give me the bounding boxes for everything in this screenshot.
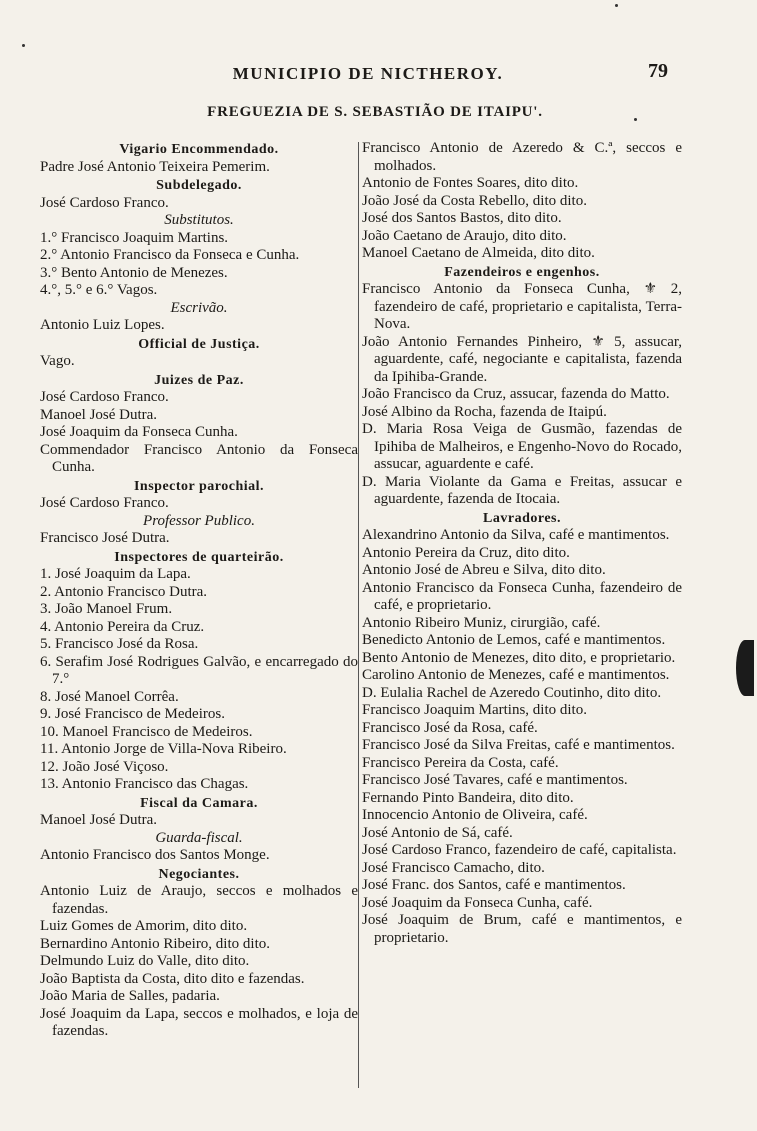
right-entry-line: João Francisco da Cruz, assucar, fazenda do Matto. xyxy=(362,386,670,402)
right-entry-line: José Albino da Rocha, fazenda de Itaipú. xyxy=(362,403,607,420)
right-entry-line: Antonio José de Abreu e Silva, dito dito. xyxy=(362,562,606,578)
right-entry-line: Antonio de Fontes Soares, dito dito. xyxy=(362,175,579,191)
left-entry-line: 3. João Manoel Frum. xyxy=(40,601,173,617)
left-entry-line: Antonio Luiz de Araujo, seccos e molhados e fazendas. xyxy=(40,883,358,917)
right-entry-line: D. Maria Violante da Gama e Freitas, assucar e aguardente, fazenda de Itocaia. xyxy=(362,473,682,507)
right-entry-line: Francisco José Tavares, café e mantimentos. xyxy=(362,772,628,788)
left-entry-line: 13. Antonio Francisco das Chagas. xyxy=(40,776,249,792)
left-entry-line: Antonio Luiz Lopes. xyxy=(40,317,165,333)
left-entry-line: 6. Serafim José Rodrigues Galvão, e encarregado do 7.° xyxy=(40,653,358,687)
right-entry-line: José Joaquim da Fonseca Cunha, café. xyxy=(362,894,593,911)
left-entry-line: José Joaquim da Lapa, seccos e molhados, e loja de fazendas. xyxy=(40,1005,358,1039)
left-entry-line: 4.°, 5.° e 6.° Vagos. xyxy=(40,282,158,298)
left-entry-line: Luiz Gomes de Amorim, dito dito. xyxy=(40,918,248,934)
right-entry-line: José dos Santos Bastos, dito dito. xyxy=(362,210,562,226)
left-section-heading: Negociantes. xyxy=(158,866,240,882)
right-section-heading: Fazendeiros e engenhos. xyxy=(444,264,600,280)
left-subheading: Substitutos. xyxy=(164,212,234,228)
left-subheading: Guarda-fiscal. xyxy=(155,829,243,846)
right-entry-line: José Francisco Camacho, dito. xyxy=(362,859,545,876)
left-entry-line: José Cardoso Franco. xyxy=(40,495,169,511)
right-entry-line: Fernando Pinto Bandeira, dito dito. xyxy=(362,789,574,806)
left-entry-line: Commendador Francisco Antonio da Fonseca Cunha. xyxy=(40,441,358,475)
right-entry-line: José Franc. dos Santos, café e mantimentos. xyxy=(362,877,626,893)
right-entry-line: D. Maria Rosa Veiga de Gusmão, fazendas de Ipihiba de Malheiros, e Engenho-Novo do Rocado, assucar, aguardente e café. xyxy=(362,421,682,472)
left-section-heading: Vigario Encommendado. xyxy=(119,142,279,157)
left-entry-line: 3.° Bento Antonio de Menezes. xyxy=(40,264,228,281)
running-title: MUNICIPIO DE NICTHEROY. xyxy=(232,64,504,83)
left-entry-line: 2. Antonio Francisco Dutra. xyxy=(40,583,208,600)
right-entry-line: Innocencio Antonio de Oliveira, café. xyxy=(362,807,588,823)
left-entry-line: Manoel José Dutra. xyxy=(40,406,158,423)
right-entry-line: José Cardoso Franco, fazendeiro de café, capitalista. xyxy=(362,842,677,858)
left-entry-line: Bernardino Antonio Ribeiro, dito dito. xyxy=(40,935,270,952)
left-entry-line: Manoel José Dutra. xyxy=(40,812,158,828)
left-entry-line: 5. Francisco José da Rosa. xyxy=(40,636,199,652)
left-entry-line: 1. José Joaquim da Lapa. xyxy=(40,566,191,582)
left-entry-line: 9. José Francisco de Medeiros. xyxy=(40,706,225,722)
ink-stain xyxy=(736,640,754,696)
left-entry-line: 8. José Manoel Corrêa. xyxy=(40,688,179,705)
left-entry-line: Delmundo Luiz do Valle, dito dito. xyxy=(40,953,250,969)
left-entry-line: Padre José Antonio Teixeira Pemerim. xyxy=(40,158,270,175)
left-entry-line: 2.° Antonio Francisco da Fonseca e Cunha. xyxy=(40,247,300,263)
right-entry-line: João Antonio Fernandes Pinheiro, ⚜ 5, assucar, aguardente, café, negociante e capitalista, fazenda da Ipihiba-Grande. xyxy=(362,333,682,385)
ink-speck xyxy=(22,44,25,47)
right-entry-line: Francisco José da Rosa, café. xyxy=(362,719,538,736)
right-entry-line: Antonio Pereira da Cruz, dito dito. xyxy=(362,544,570,561)
left-entry-line: José Cardoso Franco. xyxy=(40,389,169,405)
right-section-heading: Lavradores. xyxy=(483,510,561,526)
right-entry-line: Antonio Francisco da Fonseca Cunha, fazendeiro de café, e proprietario. xyxy=(362,579,682,613)
right-entry-line: José Antonio de Sá, café. xyxy=(362,824,513,841)
left-entry-line: Antonio Francisco dos Santos Monge. xyxy=(40,847,270,863)
right-entry-line: João Caetano de Araujo, dito dito. xyxy=(362,227,567,244)
left-entry-line: João Baptista da Costa, dito dito e fazendas. xyxy=(40,970,305,987)
right-column xyxy=(362,140,682,947)
left-section-heading: Inspector parochial. xyxy=(133,478,265,494)
left-section-heading: Fiscal da Camara. xyxy=(140,795,258,811)
left-entry-line: 12. João José Viçoso. xyxy=(40,758,169,775)
left-entry-line: Vago. xyxy=(40,353,75,369)
left-section-heading: Subdelegado. xyxy=(156,178,242,193)
left-entry-line: 11. Antonio Jorge de Villa-Nova Ribeiro. xyxy=(40,741,287,757)
ink-speck xyxy=(634,118,637,121)
left-entry-line: 1.° Francisco Joaquim Martins. xyxy=(40,229,229,246)
left-subheading: Professor Publico. xyxy=(143,512,255,529)
right-entry-line: Francisco Antonio da Fonseca Cunha, ⚜ 2, fazendeiro de café, proprietario e capitalista, Terra-Nova. xyxy=(362,281,682,332)
page-number: 79 xyxy=(648,60,668,82)
right-entry-line: Francisco Antonio de Azeredo & C.ª, seccos e molhados. xyxy=(362,140,682,174)
right-entry-line: Carolino Antonio de Menezes, café e mantimentos. xyxy=(362,667,670,683)
right-entry-line: Alexandrino Antonio da Silva, café e mantimentos. xyxy=(362,527,670,543)
right-entry-line: Francisco Joaquim Martins, dito dito. xyxy=(362,702,587,718)
left-entry-line: João Maria de Salles, padaria. xyxy=(40,988,220,1004)
right-entry-line: Antonio Ribeiro Muniz, cirurgião, café. xyxy=(362,614,601,631)
right-entry-line: João José da Costa Rebello, dito dito. xyxy=(362,192,587,209)
column-divider xyxy=(358,142,359,1088)
right-entry-line: Bento Antonio de Menezes, dito dito, e proprietario. xyxy=(362,649,676,666)
left-entry-line: José Cardoso Franco. xyxy=(40,194,169,211)
right-entry-line: José Joaquim de Brum, café e mantimentos, e proprietario. xyxy=(362,912,682,946)
left-section-heading: Official de Justiça. xyxy=(138,336,260,352)
right-entry-line: Francisco José da Silva Freitas, café e mantimentos. xyxy=(362,737,675,753)
right-entry-line: Manoel Caetano de Almeida, dito dito. xyxy=(362,245,595,261)
left-subheading: Escrivão. xyxy=(170,299,228,316)
left-section-heading: Juizes de Paz. xyxy=(154,372,244,388)
parish-title: FREGUEZIA DE S. SEBASTIÃO DE ITAIPU'. xyxy=(207,104,543,120)
right-entry-line: D. Eulalia Rachel de Azeredo Coutinho, dito dito. xyxy=(362,684,662,701)
right-entry-line: Benedicto Antonio de Lemos, café e mantimentos. xyxy=(362,632,666,648)
right-entry-line: Francisco Pereira da Costa, café. xyxy=(362,754,559,771)
left-entry-line: Francisco José Dutra. xyxy=(40,530,170,546)
ink-speck xyxy=(615,4,618,7)
left-section-heading: Inspectores de quarteirão. xyxy=(114,549,284,565)
left-entry-line: José Joaquim da Fonseca Cunha. xyxy=(40,424,238,440)
left-entry-line: 4. Antonio Pereira da Cruz. xyxy=(40,618,205,635)
left-column xyxy=(40,140,358,1041)
left-entry-line: 10. Manoel Francisco de Medeiros. xyxy=(40,723,253,740)
